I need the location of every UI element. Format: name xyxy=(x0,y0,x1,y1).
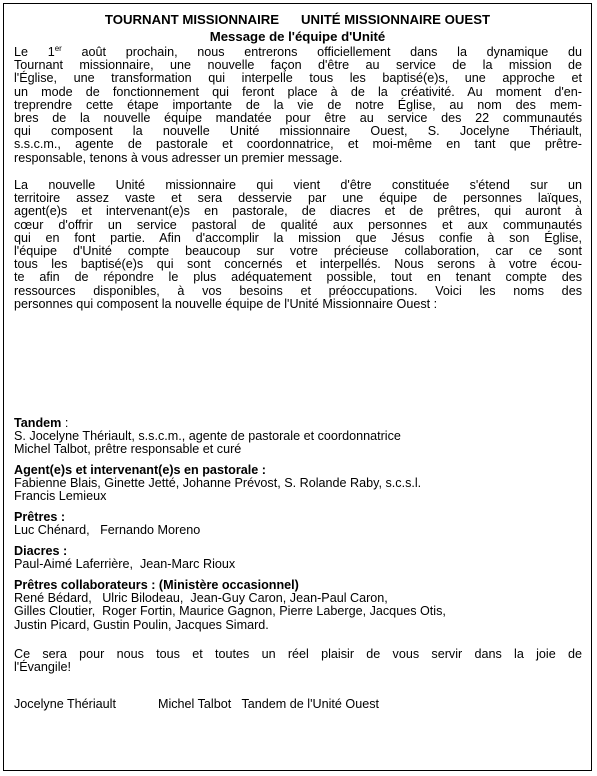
paragraph-line: te afin de répondre le plus adéquatement possible, tout en tenant compte des xyxy=(14,270,582,285)
unit-description-paragraph xyxy=(14,179,582,311)
paragraph-line: bres de la nouvelle équipe mandatée pour être au service des 22 communautés xyxy=(14,110,582,125)
paragraph-line: qui composent la nouvelle Unité missionnaire Ouest, S. Jocelyne Thériault, xyxy=(14,124,582,139)
paragraph-line: s.s.c.m., agente de pastorale et coordonnatrice, et moi-même en tant que prêtre- xyxy=(14,137,582,152)
closing-paragraph xyxy=(14,648,582,674)
list-item: Gilles Cloutier, Roger Fortin, Maurice Gagnon, Pierre Laberge, Jacques Otis, xyxy=(14,604,446,619)
section-heading: Diacres : xyxy=(14,544,68,558)
list-item: Michel Talbot, prêtre responsable et curé xyxy=(14,442,242,457)
agents-section xyxy=(14,464,582,504)
section-heading: Prêtres : xyxy=(14,510,66,524)
paragraph-line: l'Église, une transformation qui interpelle tous les baptisé(e)s, une approche et xyxy=(14,71,582,86)
paragraph-line: Le 1er août prochain, nous entrerons officiellement dans la dynamique du xyxy=(14,43,582,59)
paragraph-line: agent(e)s et intervenant(e)s en pastorale, de diacres et de prêtres, qui auront à xyxy=(14,204,582,219)
paragraph-line: l'Évangile! xyxy=(14,660,72,675)
paragraph-line: ressources disponibles, à vos besoins et préoccupations. Voici les noms des xyxy=(14,283,582,298)
paragraph-line: un mode de fonctionnement qui feront place à de la créativité. Au moment d'en- xyxy=(14,84,582,99)
list-item: Luc Chénard, Fernando Moreno xyxy=(14,523,201,538)
list-item: Justin Picard, Gustin Poulin, Jacques Simard. xyxy=(14,617,269,632)
paragraph-line: Ce sera pour nous tous et toutes un réel plaisir de vous servir dans la joie de xyxy=(14,647,582,661)
priests-section xyxy=(14,511,582,537)
paragraph-line: responsable, tenons à vous adresser un premier message. xyxy=(14,150,343,165)
document-title: TOURNANT MISSIONNAIRE UNITÉ MISSIONNAIRE OUEST xyxy=(104,12,491,27)
paragraph-line: personnes qui composent la nouvelle équipe de l'Unité Missionnaire Ouest : xyxy=(14,296,438,311)
list-item: Fabienne Blais, Ginette Jetté, Johanne Prévost, S. Rolande Raby, s.c.s.l. xyxy=(14,476,422,491)
tandem-section xyxy=(14,417,582,457)
paragraph-line: treprendre cette étape importante de la vie de notre Église, au nom des mem- xyxy=(14,97,582,112)
intro-paragraph xyxy=(14,43,582,165)
collaborating-priests-section xyxy=(14,579,582,632)
deacons-section xyxy=(14,545,582,571)
paragraph-line: La nouvelle Unité missionnaire qui vient d'être constituée s'étend sur un xyxy=(14,178,582,192)
list-item: Francis Lemieux xyxy=(14,489,107,504)
list-item: S. Jocelyne Thériault, s.s.c.m., agente de pastorale et coordonnatrice xyxy=(14,429,401,444)
signature-line: Jocelyne Thériault Michel Talbot Tandem de l'Unité Ouest xyxy=(14,697,380,711)
section-heading: Agent(e)s et intervenant(e)s en pastorale : xyxy=(14,463,266,477)
paragraph-line: territoire assez vaste et sera desservie par une équipe de personnes laïques, xyxy=(14,191,582,206)
paragraph-line: Tournant missionnaire, une nouvelle façon d'être au service de la mission de xyxy=(14,58,582,73)
paragraph-line: cœur d'offrir un service pastoral de qualité aux personnes et aux communautés xyxy=(14,217,582,232)
list-item: René Bédard, Ulric Bilodeau, Jean-Guy Caron, Jean-Paul Caron, xyxy=(14,591,388,606)
document-frame xyxy=(3,3,592,771)
document-subtitle: Message de l'équipe d'Unité xyxy=(209,29,386,44)
paragraph-line: qui en font partie. Afin d'accomplir la mission que Jésus confie à son Église, xyxy=(14,230,582,245)
section-heading: Prêtres collaborateurs : (Ministère occasionnel) xyxy=(14,578,299,592)
section-heading: Tandem : xyxy=(14,416,69,430)
paragraph-line: l'équipe d'Unité compte beaucoup sur votre précieuse collaboration, car ce sont xyxy=(14,243,582,258)
paragraph-line: tous les baptisé(e)s qui sont concernés et interpellés. Nous serons à votre écou- xyxy=(14,257,582,272)
list-item: Paul-Aimé Laferrière, Jean-Marc Rioux xyxy=(14,557,236,572)
